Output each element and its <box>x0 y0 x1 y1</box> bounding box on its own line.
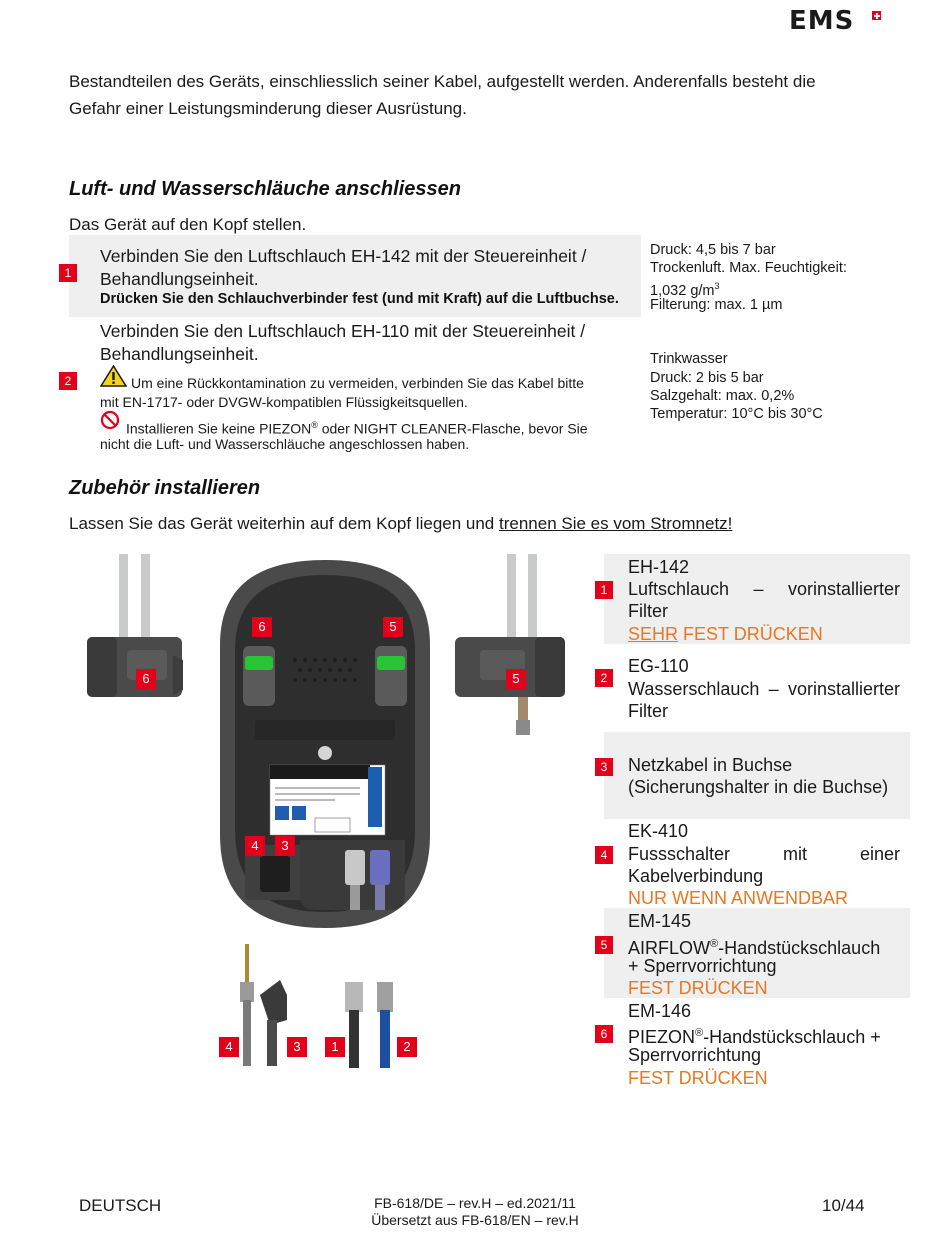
accessory-1-desc-line-1: Luftschlauch – vorinstallierter <box>628 579 900 599</box>
accessory-1-number: 1 <box>595 581 613 599</box>
accessory-6-desc-line-1: PIEZON®-Handstückschlauch + <box>628 1027 881 1047</box>
swiss-flag-icon <box>872 11 881 20</box>
accessory-4-note: NUR WENN ANWENDBAR <box>628 888 849 908</box>
accessory-5-code: EM-145 <box>628 911 692 931</box>
device-body <box>220 560 430 928</box>
step-1-text-line-2: Behandlungseinheit. <box>100 269 259 289</box>
left-hose-assembly <box>87 554 183 697</box>
section-heading-accessories: Zubehör installieren <box>69 477 261 499</box>
accessory-6-number: 6 <box>595 1025 613 1043</box>
figure-badge-mid-4: 4 <box>245 836 265 856</box>
intro-line-1: Bestandteilen des Geräts, einschliesslich seiner Kabel, aufgestellt werden. Anderenfalls besteht die <box>69 72 816 91</box>
footer-document-id <box>345 1195 605 1229</box>
accessory-5-number: 5 <box>595 936 613 954</box>
accessory-4-desc-line-2: Kabelverbindung <box>628 866 764 886</box>
step-2-spec-water: Trinkwasser <box>650 351 728 367</box>
step-2-spec-temperature: Temperatur: 10°C bis 30°C <box>650 406 823 422</box>
accessory-4-code: EK-410 <box>628 821 689 841</box>
accessory-5-desc-line-1: AIRFLOW®-Handstückschlauch <box>628 938 881 958</box>
accessory-1-desc-line-2: Filter <box>628 601 668 621</box>
accessory-5-desc-line-2: + Sperrvorrichtung <box>628 956 777 976</box>
right-hose-assembly <box>455 554 565 735</box>
accessory-4-desc-line-1: Fussschalter mit einer <box>628 844 900 864</box>
step-2-text-line-1: Verbinden Sie den Luftschlauch EH-110 mit der Steuereinheit / <box>100 321 586 341</box>
step-2-spec-salinity: Salzgehalt: max. 0,2% <box>650 388 795 404</box>
step-1-spec-humidity: 1,032 $g/m^3$ <box>650 281 720 299</box>
step-2-prohibit-line-2: nicht die Luft- und Wasserschläuche angeschlossen haben. <box>100 436 470 452</box>
accessory-2-desc-line-1: Wasserschlauch – vorinstallierter <box>628 679 900 699</box>
step-2-warning-line-2: mit EN-1717- oder DVGW-kompatiblen Flüssigkeitsquellen. <box>100 394 468 410</box>
accessory-6-desc-line-2: Sperrvorrichtung <box>628 1045 762 1065</box>
warning-icon <box>100 365 127 387</box>
accessory-1-code: EH-142 <box>628 557 690 577</box>
step-2-prohibit-line-1: Installieren Sie keine PIEZON® oder NIGHT CLEANER-Flasche, bevor Sie <box>126 420 588 437</box>
bottom-cables <box>240 944 393 1068</box>
accessory-1-note: SEHR FEST DRÜCKEN <box>628 624 823 644</box>
section-subtitle-hoses: Das Gerät auf den Kopf stellen. <box>69 215 307 234</box>
section-subtitle-accessories: Lassen Sie das Gerät weiterhin auf dem Kopf liegen und trennen Sie es vom Stromnetz! <box>69 514 733 533</box>
accessory-2-code: EG-110 <box>628 656 689 676</box>
accessory-4-number: 4 <box>595 846 613 864</box>
prohibition-icon <box>100 410 120 430</box>
step-2-number: 2 <box>59 372 77 390</box>
accessory-6-code: EM-146 <box>628 1001 692 1021</box>
intro-line-2: Gefahr einer Leistungsminderung dieser Ausrüstung. <box>69 99 467 118</box>
accessory-2-desc-line-2: Filter <box>628 701 668 721</box>
figure-badge-bottom-4: 4 <box>219 1037 239 1057</box>
ems-logo: EMS <box>789 6 855 36</box>
device-figure <box>75 550 595 1080</box>
step-1-spec-pressure: Druck: 4,5 bis 7 bar <box>650 242 776 258</box>
section-heading-hoses: Luft- und Wasserschläuche anschliessen <box>69 178 461 200</box>
step-2-spec-pressure: Druck: 2 bis 5 bar <box>650 370 764 386</box>
footer-doc-line-2: Übersetzt aus FB-618/EN – rev.H <box>371 1212 579 1228</box>
footer-page-number: 10/44 <box>822 1196 865 1215</box>
accessory-3-number: 3 <box>595 758 613 776</box>
accessory-3-desc-line-1: Netzkabel in Buchse <box>628 755 793 775</box>
accessory-3-desc-line-2: (Sicherungshalter in die Buchse) <box>628 777 889 797</box>
accessory-2-number: 2 <box>595 669 613 687</box>
step-1-number: 1 <box>59 264 77 282</box>
figure-badge-bottom-2: 2 <box>397 1037 417 1057</box>
figure-badge-top-right: 5 <box>383 617 403 637</box>
accessory-6-note: FEST DRÜCKEN <box>628 1068 768 1088</box>
figure-badge-mid-3: 3 <box>275 836 295 856</box>
step-1-text-line-1: Verbinden Sie den Luftschlauch EH-142 mit der Steuereinheit / <box>100 246 587 266</box>
figure-badge-bottom-3: 3 <box>287 1037 307 1057</box>
figure-badge-side-right: 5 <box>506 669 526 689</box>
step-1-spec-filter: Filterung: max. 1 µm <box>650 297 783 313</box>
accessory-5-note: FEST DRÜCKEN <box>628 978 768 998</box>
footer-doc-line-1: FB-618/DE – rev.H – ed.2021/11 <box>374 1195 576 1211</box>
step-2-text-line-2: Behandlungseinheit. <box>100 344 259 364</box>
figure-badge-side-left: 6 <box>136 669 156 689</box>
figure-badge-top-left: 6 <box>252 617 272 637</box>
step-1-spec-dryair: Trockenluft. Max. Feuchtigkeit: <box>650 260 847 276</box>
footer-language: DEUTSCH <box>79 1196 162 1215</box>
step-1-bold-note: Drücken Sie den Schlauchverbinder fest (und mit Kraft) auf die Luftbuchse. <box>100 291 619 307</box>
step-2-warning-line-1: Um eine Rückkontamination zu vermeiden, verbinden Sie das Kabel bitte <box>131 375 584 391</box>
figure-badge-bottom-1: 1 <box>325 1037 345 1057</box>
